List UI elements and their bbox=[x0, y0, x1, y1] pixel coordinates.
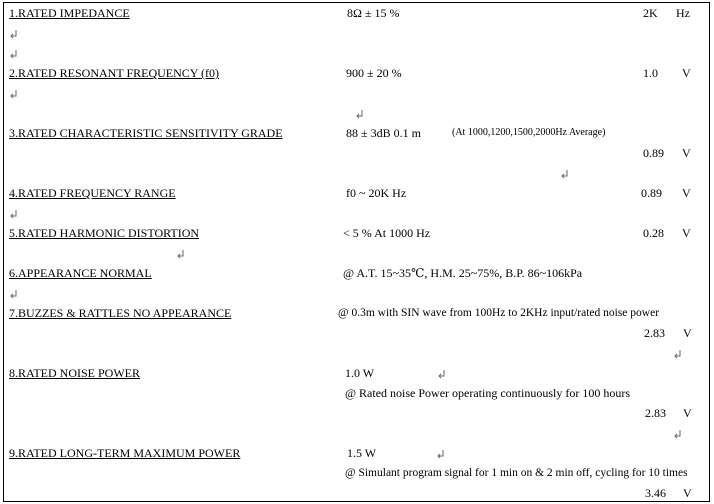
spec-note: @ Rated noise Power operating continuously for 100 hours bbox=[345, 386, 631, 400]
spec-test-unit: V bbox=[683, 486, 692, 500]
paragraph-mark-icon bbox=[10, 49, 18, 59]
paragraph-mark-icon bbox=[10, 209, 18, 219]
paragraph-mark-icon bbox=[674, 429, 682, 439]
paragraph-mark-icon bbox=[10, 289, 18, 299]
spec-test-unit: V bbox=[683, 326, 692, 340]
paragraph-mark-icon bbox=[438, 369, 446, 379]
spec-title: 2.RATED RESONANT FREQUENCY (f0) bbox=[9, 66, 219, 80]
spec-test-value: 2.83 bbox=[645, 406, 666, 420]
spec-title: 1.RATED IMPEDANCE bbox=[9, 6, 130, 20]
spec-title: 4.RATED FREQUENCY RANGE bbox=[9, 186, 176, 200]
spec-test-unit: V bbox=[682, 146, 691, 160]
spec-value: 88 ± 3dB 0.1 m bbox=[346, 126, 421, 140]
spec-value: @ 0.3m with SIN wave from 100Hz to 2KHz input/rated noise power bbox=[338, 307, 660, 319]
spec-value: < 5 % At 1000 Hz bbox=[343, 226, 431, 240]
spec-value: f0 ~ 20K Hz bbox=[346, 186, 407, 200]
spec-title: 8.RATED NOISE POWER bbox=[9, 366, 140, 380]
paragraph-mark-icon bbox=[561, 169, 569, 179]
spec-title: 6.APPEARANCE NORMAL bbox=[9, 266, 152, 280]
spec-test-unit: V bbox=[683, 406, 692, 420]
paragraph-mark-icon bbox=[437, 449, 445, 459]
spec-title: 5.RATED HARMONIC DISTORTION bbox=[9, 226, 200, 240]
spec-test-value: 0.89 bbox=[641, 186, 662, 200]
spec-test-unit: V bbox=[682, 66, 691, 80]
spec-title: 9.RATED LONG-TERM MAXIMUM POWER bbox=[9, 446, 241, 460]
spec-note: (At 1000,1200,1500,2000Hz Average) bbox=[452, 127, 606, 138]
spec-test-value: 0.89 bbox=[643, 146, 664, 160]
spec-value: 8Ω ± 15 % bbox=[347, 6, 400, 20]
spec-value: @ A.T. 15~35℃, H.M. 25~75%, B.P. 86~106kPa bbox=[343, 266, 583, 280]
spec-test-unit: V bbox=[682, 186, 691, 200]
spec-test-unit: Hz bbox=[676, 6, 690, 20]
spec-title: 3.RATED CHARACTERISTIC SENSITIVITY GRADE bbox=[9, 126, 283, 140]
spec-test-value: 3.46 bbox=[645, 486, 666, 500]
paragraph-mark-icon bbox=[177, 249, 185, 259]
spec-title: 7.BUZZES & RATTLES NO APPEARANCE bbox=[9, 306, 232, 320]
paragraph-mark-icon bbox=[10, 29, 18, 39]
spec-value: 1.0 W bbox=[345, 366, 375, 380]
spec-value: 1.5 W bbox=[347, 446, 377, 460]
spec-test-value: 0.28 bbox=[643, 226, 664, 240]
spec-test-value: 2.83 bbox=[644, 326, 665, 340]
spec-note: @ Simulant program signal for 1 min on & 2 min off, cycling for 10 times bbox=[345, 467, 688, 479]
paragraph-mark-icon bbox=[674, 349, 682, 359]
spec-test-value: 1.0 bbox=[643, 66, 658, 80]
paragraph-mark-icon bbox=[356, 109, 364, 119]
spec-value: 900 ± 20 % bbox=[346, 66, 402, 80]
spec-test-unit: V bbox=[682, 226, 691, 240]
spec-test-value: 2K bbox=[643, 6, 658, 20]
paragraph-mark-icon bbox=[10, 89, 18, 99]
